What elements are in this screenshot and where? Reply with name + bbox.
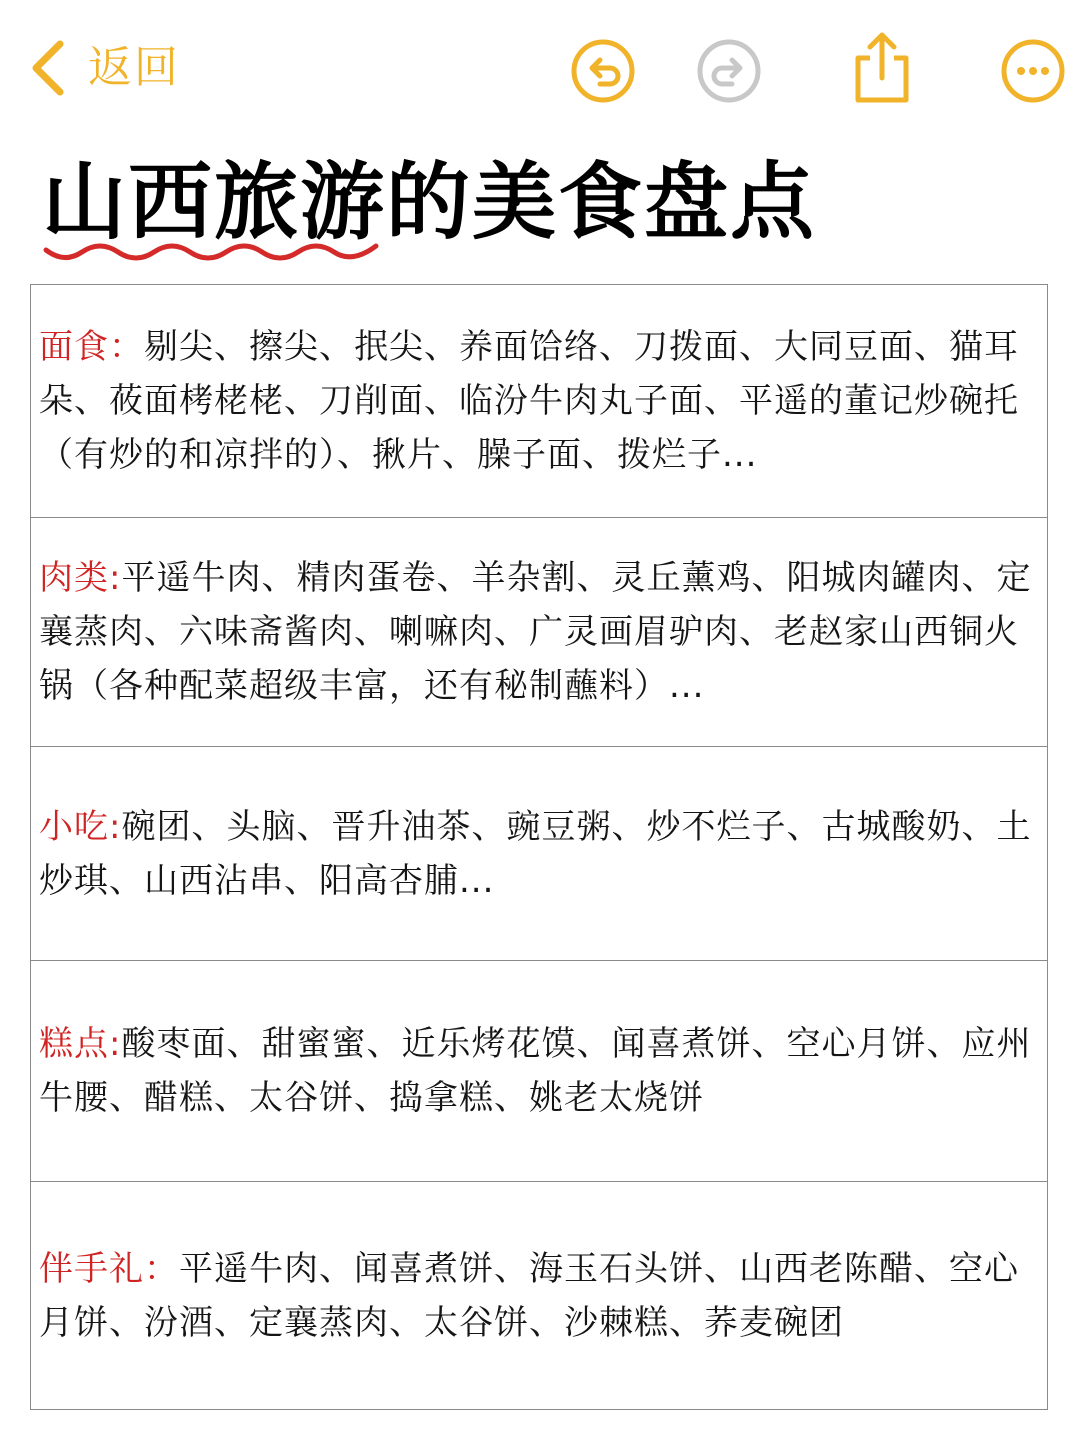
row-text — [39, 1017, 1039, 1125]
title-block — [42, 152, 816, 262]
undo-button[interactable] — [570, 38, 636, 104]
category-items: 平遥牛肉、闻喜煮饼、海玉石头饼、山西老陈醋、空心月饼、汾酒、定襄蒸肉、太谷饼、沙棘糕、荞麦碗团 — [39, 1248, 1019, 1343]
table-row — [31, 747, 1047, 961]
row-text — [39, 1242, 1039, 1350]
redo-button[interactable] — [696, 38, 762, 104]
table-row — [31, 961, 1047, 1182]
category-items: 平遥牛肉、精肉蛋卷、羊杂割、灵丘薰鸡、阳城肉罐肉、定襄蒸肉、六味斋酱肉、喇嘛肉、广灵画眉驴肉、老赵家山西铜火锅（各种配菜超级丰富，还有秘制蘸料）... — [39, 558, 1032, 706]
category-label: 面食： — [39, 327, 144, 367]
category-label: 糕点: — [39, 1024, 122, 1064]
row-text — [39, 320, 1039, 482]
category-items: 剔尖、擦尖、抿尖、养面饸络、刀拨面、大同豆面、猫耳朵、莜面栲栳栳、刀削面、临汾牛肉丸子面、平遥的董记炒碗托（有炒的和凉拌的）、揪片、臊子面、拨烂子... — [39, 327, 1019, 475]
row-text — [39, 551, 1039, 713]
top-toolbar — [0, 0, 1080, 140]
table-row — [31, 518, 1047, 747]
category-items: 酸枣面、甜蜜蜜、近乐烤花馍、闻喜煮饼、空心月饼、应州牛腰、醋糕、太谷饼、捣拿糕、姚老太烧饼 — [39, 1024, 1032, 1118]
back-label: 返回 — [88, 42, 180, 93]
share-button[interactable] — [850, 30, 914, 106]
more-icon — [1000, 38, 1066, 104]
food-table — [30, 284, 1048, 1410]
row-text — [39, 800, 1039, 908]
chevron-left-icon — [30, 38, 66, 98]
more-button[interactable] — [1000, 38, 1066, 104]
back-button[interactable] — [30, 36, 180, 100]
table-row — [31, 1182, 1047, 1409]
share-icon — [850, 30, 914, 106]
redo-icon — [696, 38, 762, 104]
wavy-underline — [42, 238, 382, 268]
category-label: 肉类: — [39, 558, 122, 598]
table-row — [31, 285, 1047, 518]
category-label: 小吃: — [39, 806, 122, 847]
category-label: 伴手礼： — [39, 1248, 179, 1289]
page-title: 山西旅游的美食盘点 — [42, 153, 817, 251]
undo-icon — [570, 38, 636, 104]
category-items: 碗团、头脑、晋升油茶、豌豆粥、炒不烂子、古城酸奶、土炒琪、山西沾串、阳高杏脯... — [39, 806, 1032, 901]
